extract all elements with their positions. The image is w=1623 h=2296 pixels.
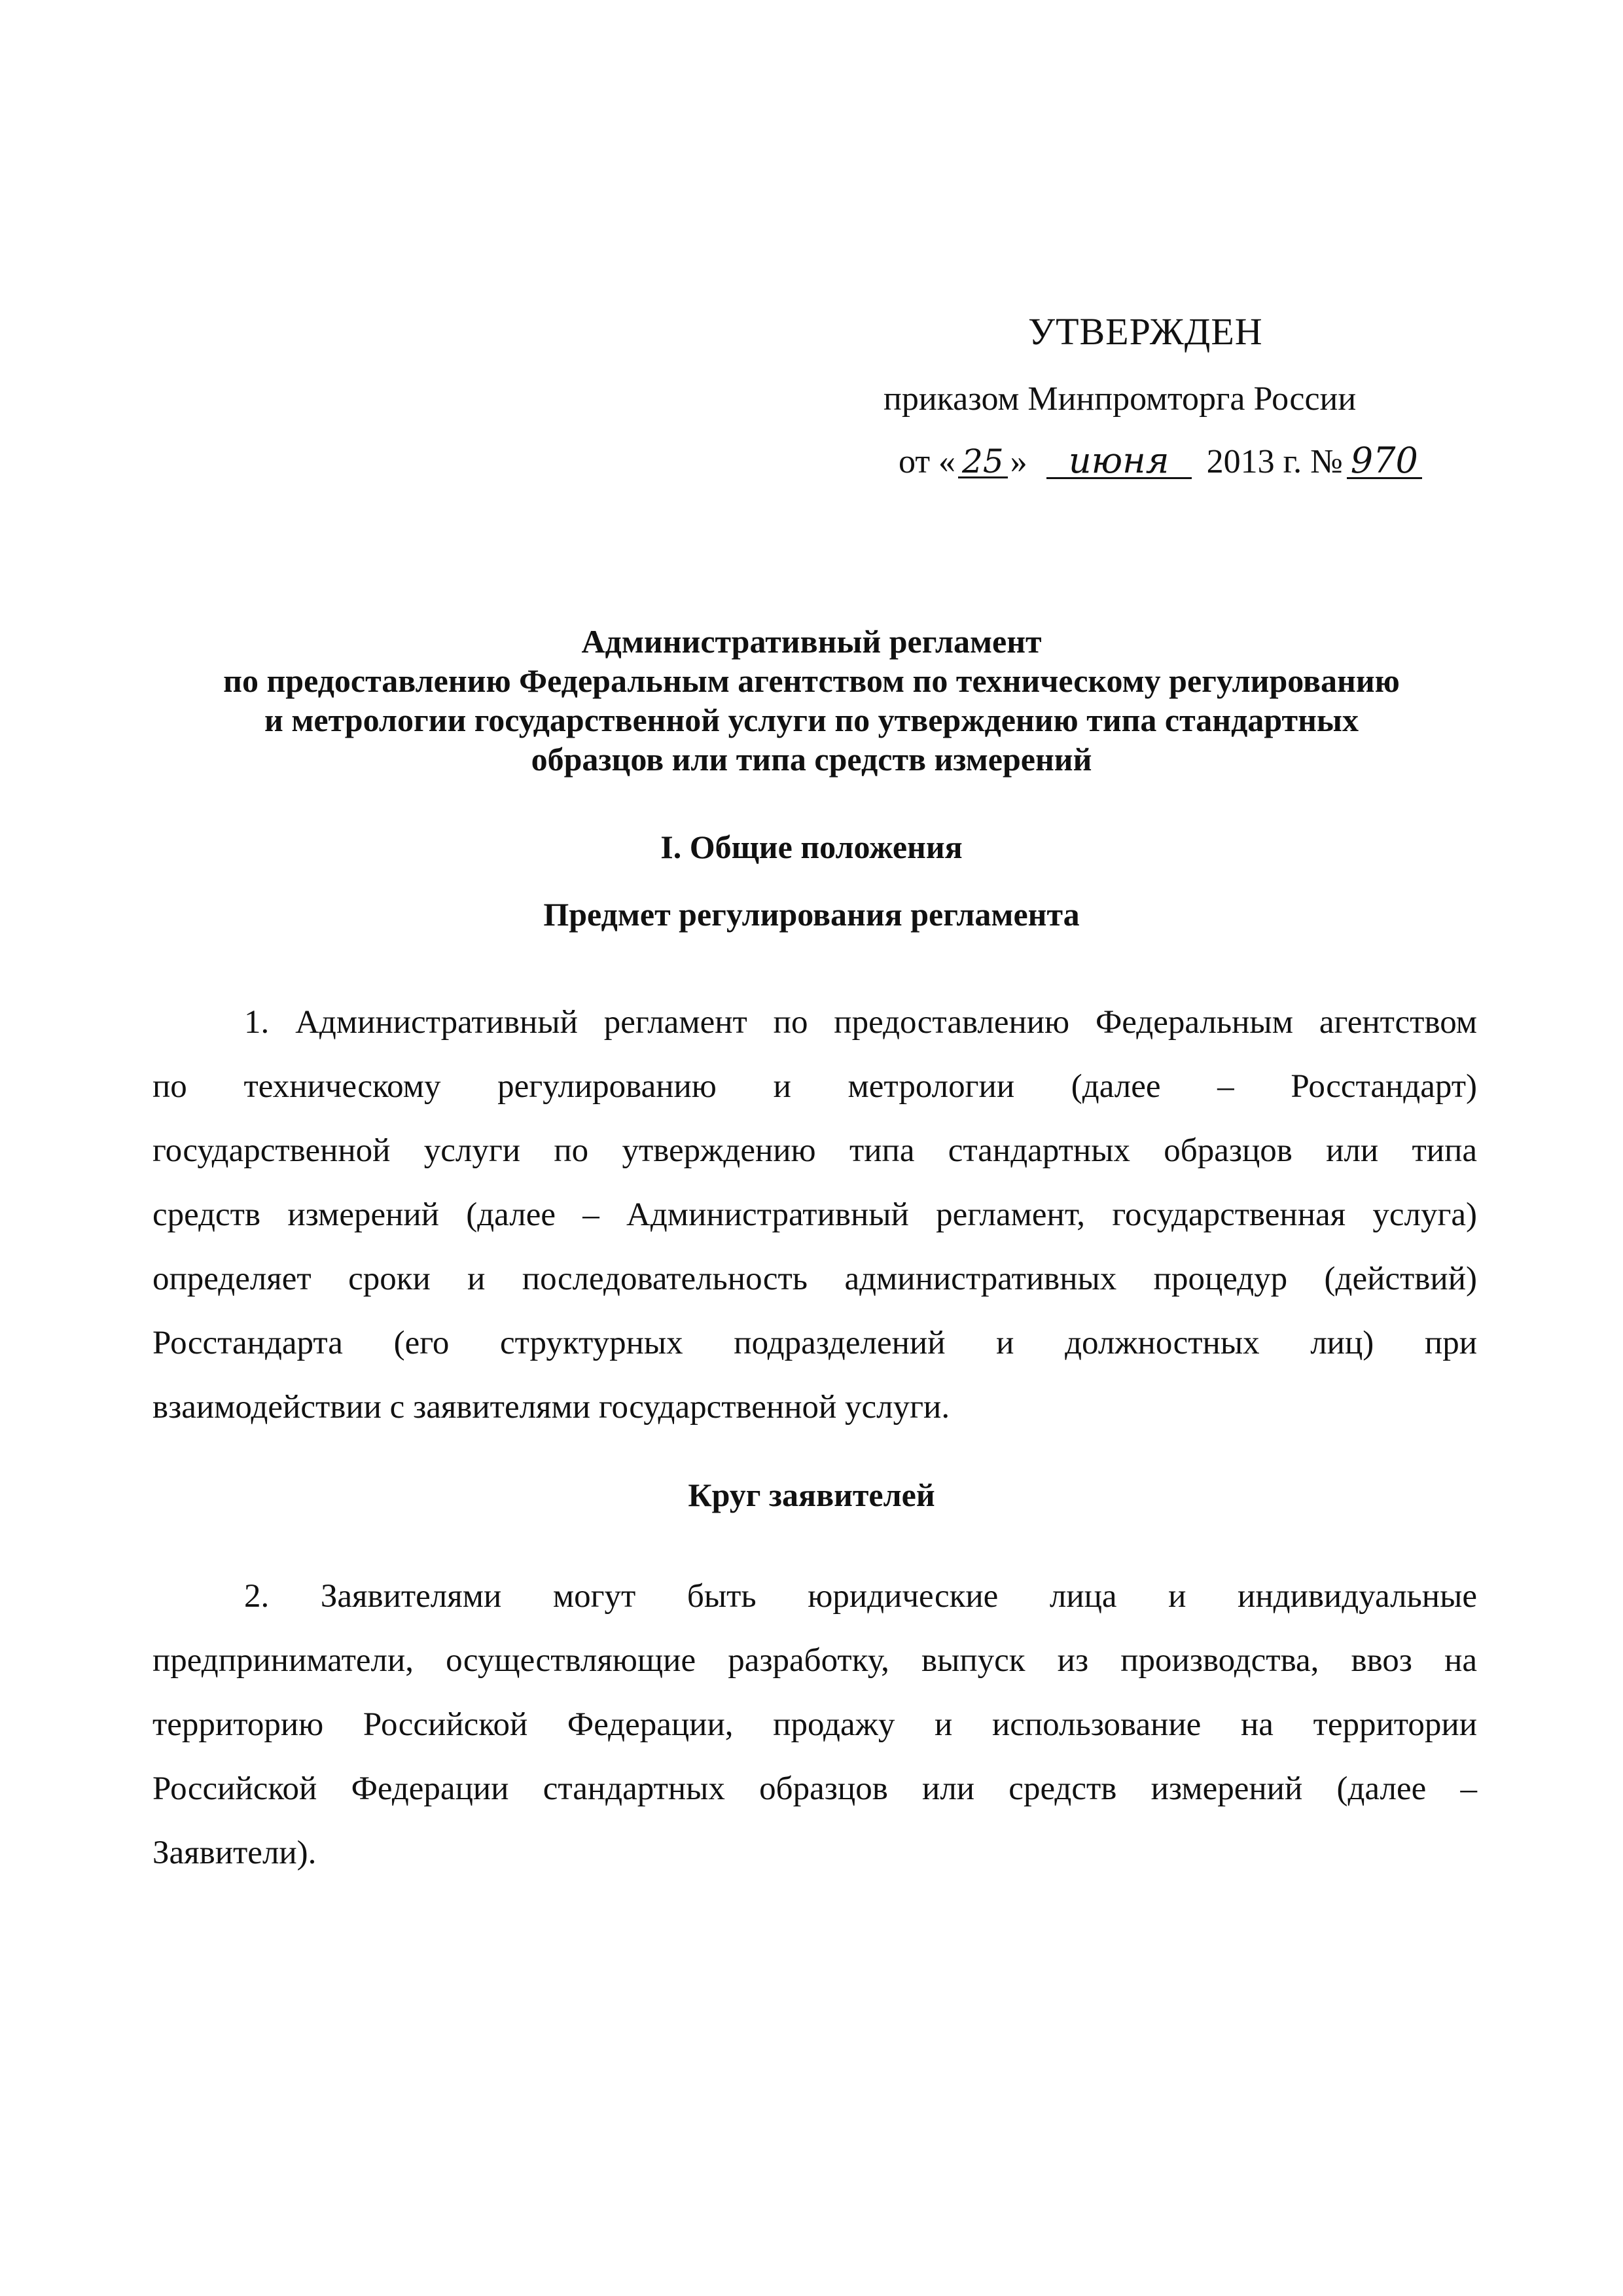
paragraph-line: по техническому регулированию и метрологии (далее – Росстандарт) bbox=[152, 1068, 1477, 1105]
handwritten-day: 25 bbox=[958, 447, 1008, 478]
title-line: образцов или типа средств измерений bbox=[531, 741, 1092, 778]
handwritten-order-number: 970 bbox=[1347, 445, 1422, 479]
title-line: Административный регламент bbox=[581, 623, 1042, 660]
paragraph-line: Росстандарта (его структурных подразделений и должностных лиц) при bbox=[152, 1325, 1477, 1361]
paragraph-line: предприниматели, осуществляющие разработку, выпуск из производства, ввоз на bbox=[152, 1642, 1477, 1679]
approval-by-order: приказом Минпромторга России bbox=[883, 380, 1357, 418]
paragraph-1 bbox=[152, 990, 1477, 1439]
paragraph-line: взаимодействии с заявителями государственной услуги. bbox=[152, 1389, 950, 1426]
paragraph-line: Российской Федерации стандартных образцов или средств измерений (далее – bbox=[152, 1770, 1477, 1807]
title-line: по предоставлению Федеральным агентством по техническому регулированию bbox=[223, 662, 1400, 699]
paragraph-2 bbox=[152, 1564, 1477, 1885]
paragraph-line: средств измерений (далее – Административный регламент, государственная услуга) bbox=[152, 1196, 1477, 1233]
paragraph-line: 2. Заявителями могут быть юридические лица и индивидуальные bbox=[244, 1578, 1477, 1615]
paragraph-line: определяет сроки и последовательность административных процедур (действий) bbox=[152, 1261, 1477, 1297]
paragraph-line: 1. Административный регламент по предоставлению Федеральным агентством bbox=[244, 1004, 1477, 1041]
paragraph-line: территорию Российской Федерации, продажу и использование на территории bbox=[152, 1706, 1477, 1743]
date-prefix: от bbox=[899, 443, 931, 480]
document-title bbox=[111, 622, 1512, 779]
paragraph-line: Заявители). bbox=[152, 1835, 317, 1871]
day-close-quote: » bbox=[1010, 443, 1027, 480]
applicants-heading: Круг заявителей bbox=[688, 1477, 935, 1513]
title-line: и метрологии государственной услуги по утверждению типа стандартных bbox=[264, 702, 1359, 738]
paragraph-line: государственной услуги по утверждению типа стандартных образцов или типа bbox=[152, 1132, 1477, 1169]
approval-stamp-title: УТВЕРЖДЕН bbox=[1028, 310, 1263, 353]
year-text: 2013 г. bbox=[1206, 443, 1302, 480]
handwritten-month: июня bbox=[1046, 445, 1192, 479]
section-heading: I. Общие положения bbox=[660, 829, 963, 865]
section-subheading: Предмет регулирования регламента bbox=[543, 896, 1080, 933]
number-sign: № bbox=[1310, 443, 1343, 480]
approval-date-line bbox=[899, 440, 1422, 481]
day-open-quote: « bbox=[938, 443, 956, 480]
